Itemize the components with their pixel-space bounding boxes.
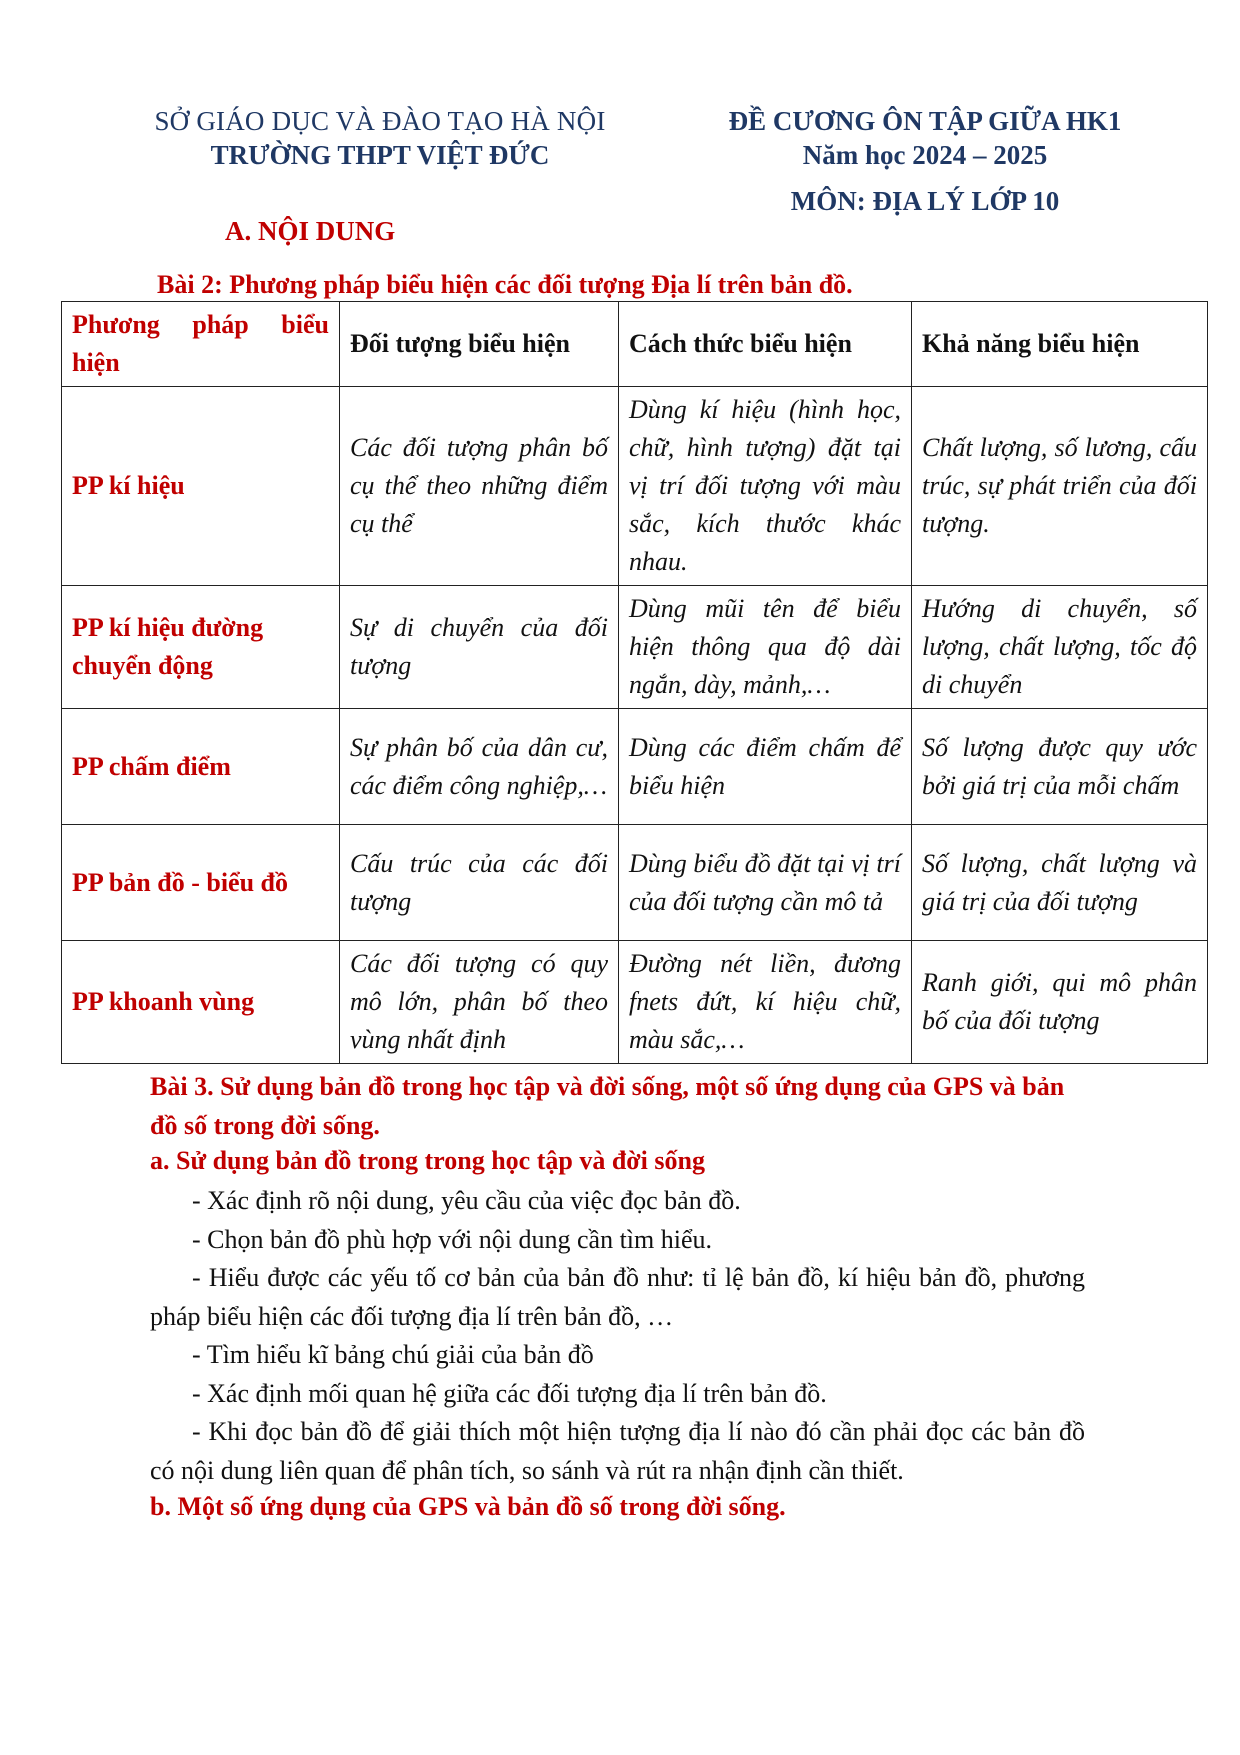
table-cell: Sự phân bố của dân cư, các điểm công nghiệp,… (340, 709, 619, 825)
subsection-a-heading: a. Sử dụng bản đồ trong trong học tập và đời sống (150, 1146, 705, 1175)
document-title: ĐỀ CƯƠNG ÔN TẬP GIỮA HK1 (728, 106, 1122, 136)
school-year: Năm học 2024 – 2025 (802, 140, 1048, 170)
school-name: TRƯỜNG THPT VIỆT ĐỨC (210, 140, 550, 170)
table-cell: Số lượng, chất lượng và giá trị của đối tượng (912, 825, 1208, 941)
table-cell: Các đối tượng phân bố cụ thể theo những điểm cụ thể (340, 387, 619, 586)
table-header-row (62, 302, 1208, 387)
table-row (62, 825, 1208, 941)
methods-table (61, 301, 1208, 1064)
table-header-cell: Phương pháp biểu hiện (62, 302, 340, 387)
table-cell: Cấu trúc của các đối tượng (340, 825, 619, 941)
list-item: - Tìm hiểu kĩ bảng chú giải của bản đồ (192, 1340, 594, 1369)
table-cell: Ranh giới, qui mô phân bố của đối tượng (912, 941, 1208, 1064)
header-left (130, 104, 630, 172)
table-cell: Số lượng được quy ước bởi giá trị của mỗi chấm (912, 709, 1208, 825)
table-row (62, 586, 1208, 709)
table-cell: Đường nét liền, đương fnets đứt, kí hiệu chữ, màu sắc,… (619, 941, 912, 1064)
method-cell: PP kí hiệu đường chuyển động (62, 586, 340, 709)
lesson3-title: Bài 3. Sử dụng bản đồ trong học tập và đời sống, một số ứng dụng của GPS và bản đồ số trong đời sống. (150, 1072, 1065, 1140)
table-header-cell: Đối tượng biểu hiện (340, 302, 619, 387)
subject-title: MÔN: ĐỊA LÝ LỚP 10 (790, 186, 1060, 216)
bullet-list (150, 1182, 1085, 1490)
subsection-b-heading: b. Một số ứng dụng của GPS và bản đồ số trong đời sống. (150, 1492, 786, 1521)
table-cell: Chất lượng, số lương, cấu trúc, sự phát triển của đối tượng. (912, 387, 1208, 586)
list-item: - Khi đọc bản đồ để giải thích một hiện tượng địa lí nào đó cần phải đọc các bản đồ có nội dung liên quan để phân tích, so sánh và rút ra nhận định cần thiết. (150, 1417, 1085, 1485)
method-cell: PP bản đồ - biểu đồ (62, 825, 340, 941)
lesson2-title: Bài 2: Phương pháp biểu hiện các đối tượng Địa lí trên bản đồ. (157, 270, 853, 299)
table-cell: Dùng biểu đồ đặt tại vị trí của đối tượng cần mô tả (619, 825, 912, 941)
method-cell: PP khoanh vùng (62, 941, 340, 1064)
list-item: - Xác định rõ nội dung, yêu cầu của việc đọc bản đồ. (192, 1186, 741, 1215)
table-header-cell: Cách thức biểu hiện (619, 302, 912, 387)
header-right (660, 104, 1190, 218)
table-cell: Dùng mũi tên để biểu hiện thông qua độ dài ngắn, dày, mảnh,… (619, 586, 912, 709)
department-name: SỞ GIÁO DỤC VÀ ĐÀO TẠO HÀ NỘI (154, 106, 606, 136)
section-heading-content: A. NỘI DUNG (225, 216, 396, 246)
method-cell: PP kí hiệu (62, 387, 340, 586)
table-cell: Dùng kí hiệu (hình học, chữ, hình tượng) đặt tại vị trí đối tượng với màu sắc, kích thước khác nhau. (619, 387, 912, 586)
table-row (62, 709, 1208, 825)
table-row (62, 387, 1208, 586)
list-item: - Chọn bản đồ phù hợp với nội dung cần tìm hiểu. (192, 1224, 712, 1254)
table-header-cell: Khả năng biểu hiện (912, 302, 1208, 387)
list-item: - Xác định mối quan hệ giữa các đối tượng địa lí trên bản đồ. (192, 1378, 827, 1408)
list-item: - Hiểu được các yếu tố cơ bản của bản đồ như: tỉ lệ bản đồ, kí hiệu bản đồ, phương pháp biểu hiện các đối tượng địa lí trên bản đồ, … (150, 1263, 1085, 1331)
table-cell: Hướng di chuyển, số lượng, chất lượng, tốc độ di chuyển (912, 586, 1208, 709)
table-cell: Sự di chuyển của đối tượng (340, 586, 619, 709)
table-cell: Các đối tượng có quy mô lớn, phân bố theo vùng nhất định (340, 941, 619, 1064)
method-cell: PP chấm điểm (62, 709, 340, 825)
table-cell: Dùng các điểm chấm để biểu hiện (619, 709, 912, 825)
table-row (62, 941, 1208, 1064)
